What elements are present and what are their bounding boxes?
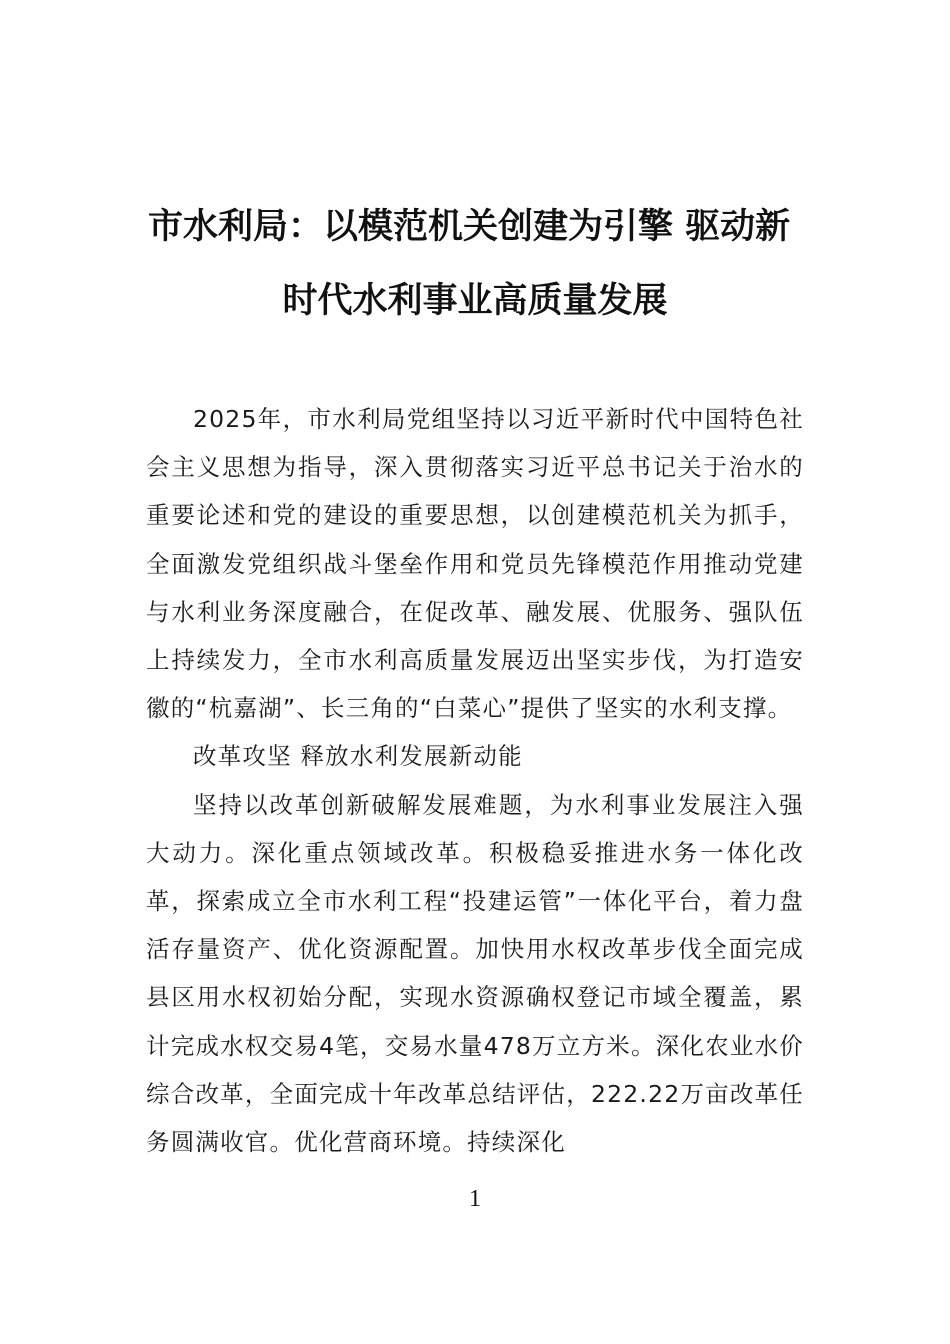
document-body	[146, 395, 804, 1166]
section-heading: 改革攻坚 释放水利发展新动能	[193, 742, 523, 771]
reform-paragraph: 坚持以改革创新破解发展难题，为水利事业发展注入强大动力。深化重点领域改革。积极稳妥推进水务一体化改革，探索成立全市水利工程“投建运管”一体化平台，着力盘活存量资产、优化资源配置。加快用水权改革步伐全面完成县区用水权初始分配，实现水资源确权登记市域全覆盖，累计完成水权交易4笔，交易水量478万立方米。深化农业水价综合改革，全面完成十年改革总结评估，222.22万亩改革任务圆满收官。优化营商环境。持续深化	[146, 790, 804, 1157]
intro-paragraph: 2025年，市水利局党组坚持以习近平新时代中国特色社会主义思想为指导，深入贯彻落实习近平总书记关于治水的重要论述和党的建设的重要思想，以创建模范机关为抓手，全面激发党组织战斗堡垒作用和党员先锋模范作用推动党建与水利业务深度融合，在促改革、融发展、优服务、强队伍上持续发力，全市水利高质量发展迈出坚实步伐，为打造安徽的“杭嘉湖”、长三角的“白菜心”提供了坚实的水利支撑。	[146, 405, 804, 723]
document-title	[140, 190, 810, 338]
title-line-2: 时代水利事业高质量发展	[282, 280, 668, 321]
title-line-1: 市水利局：以模范机关创建为引擎 驱动新	[148, 206, 791, 247]
page-number: 1	[469, 1186, 481, 1212]
